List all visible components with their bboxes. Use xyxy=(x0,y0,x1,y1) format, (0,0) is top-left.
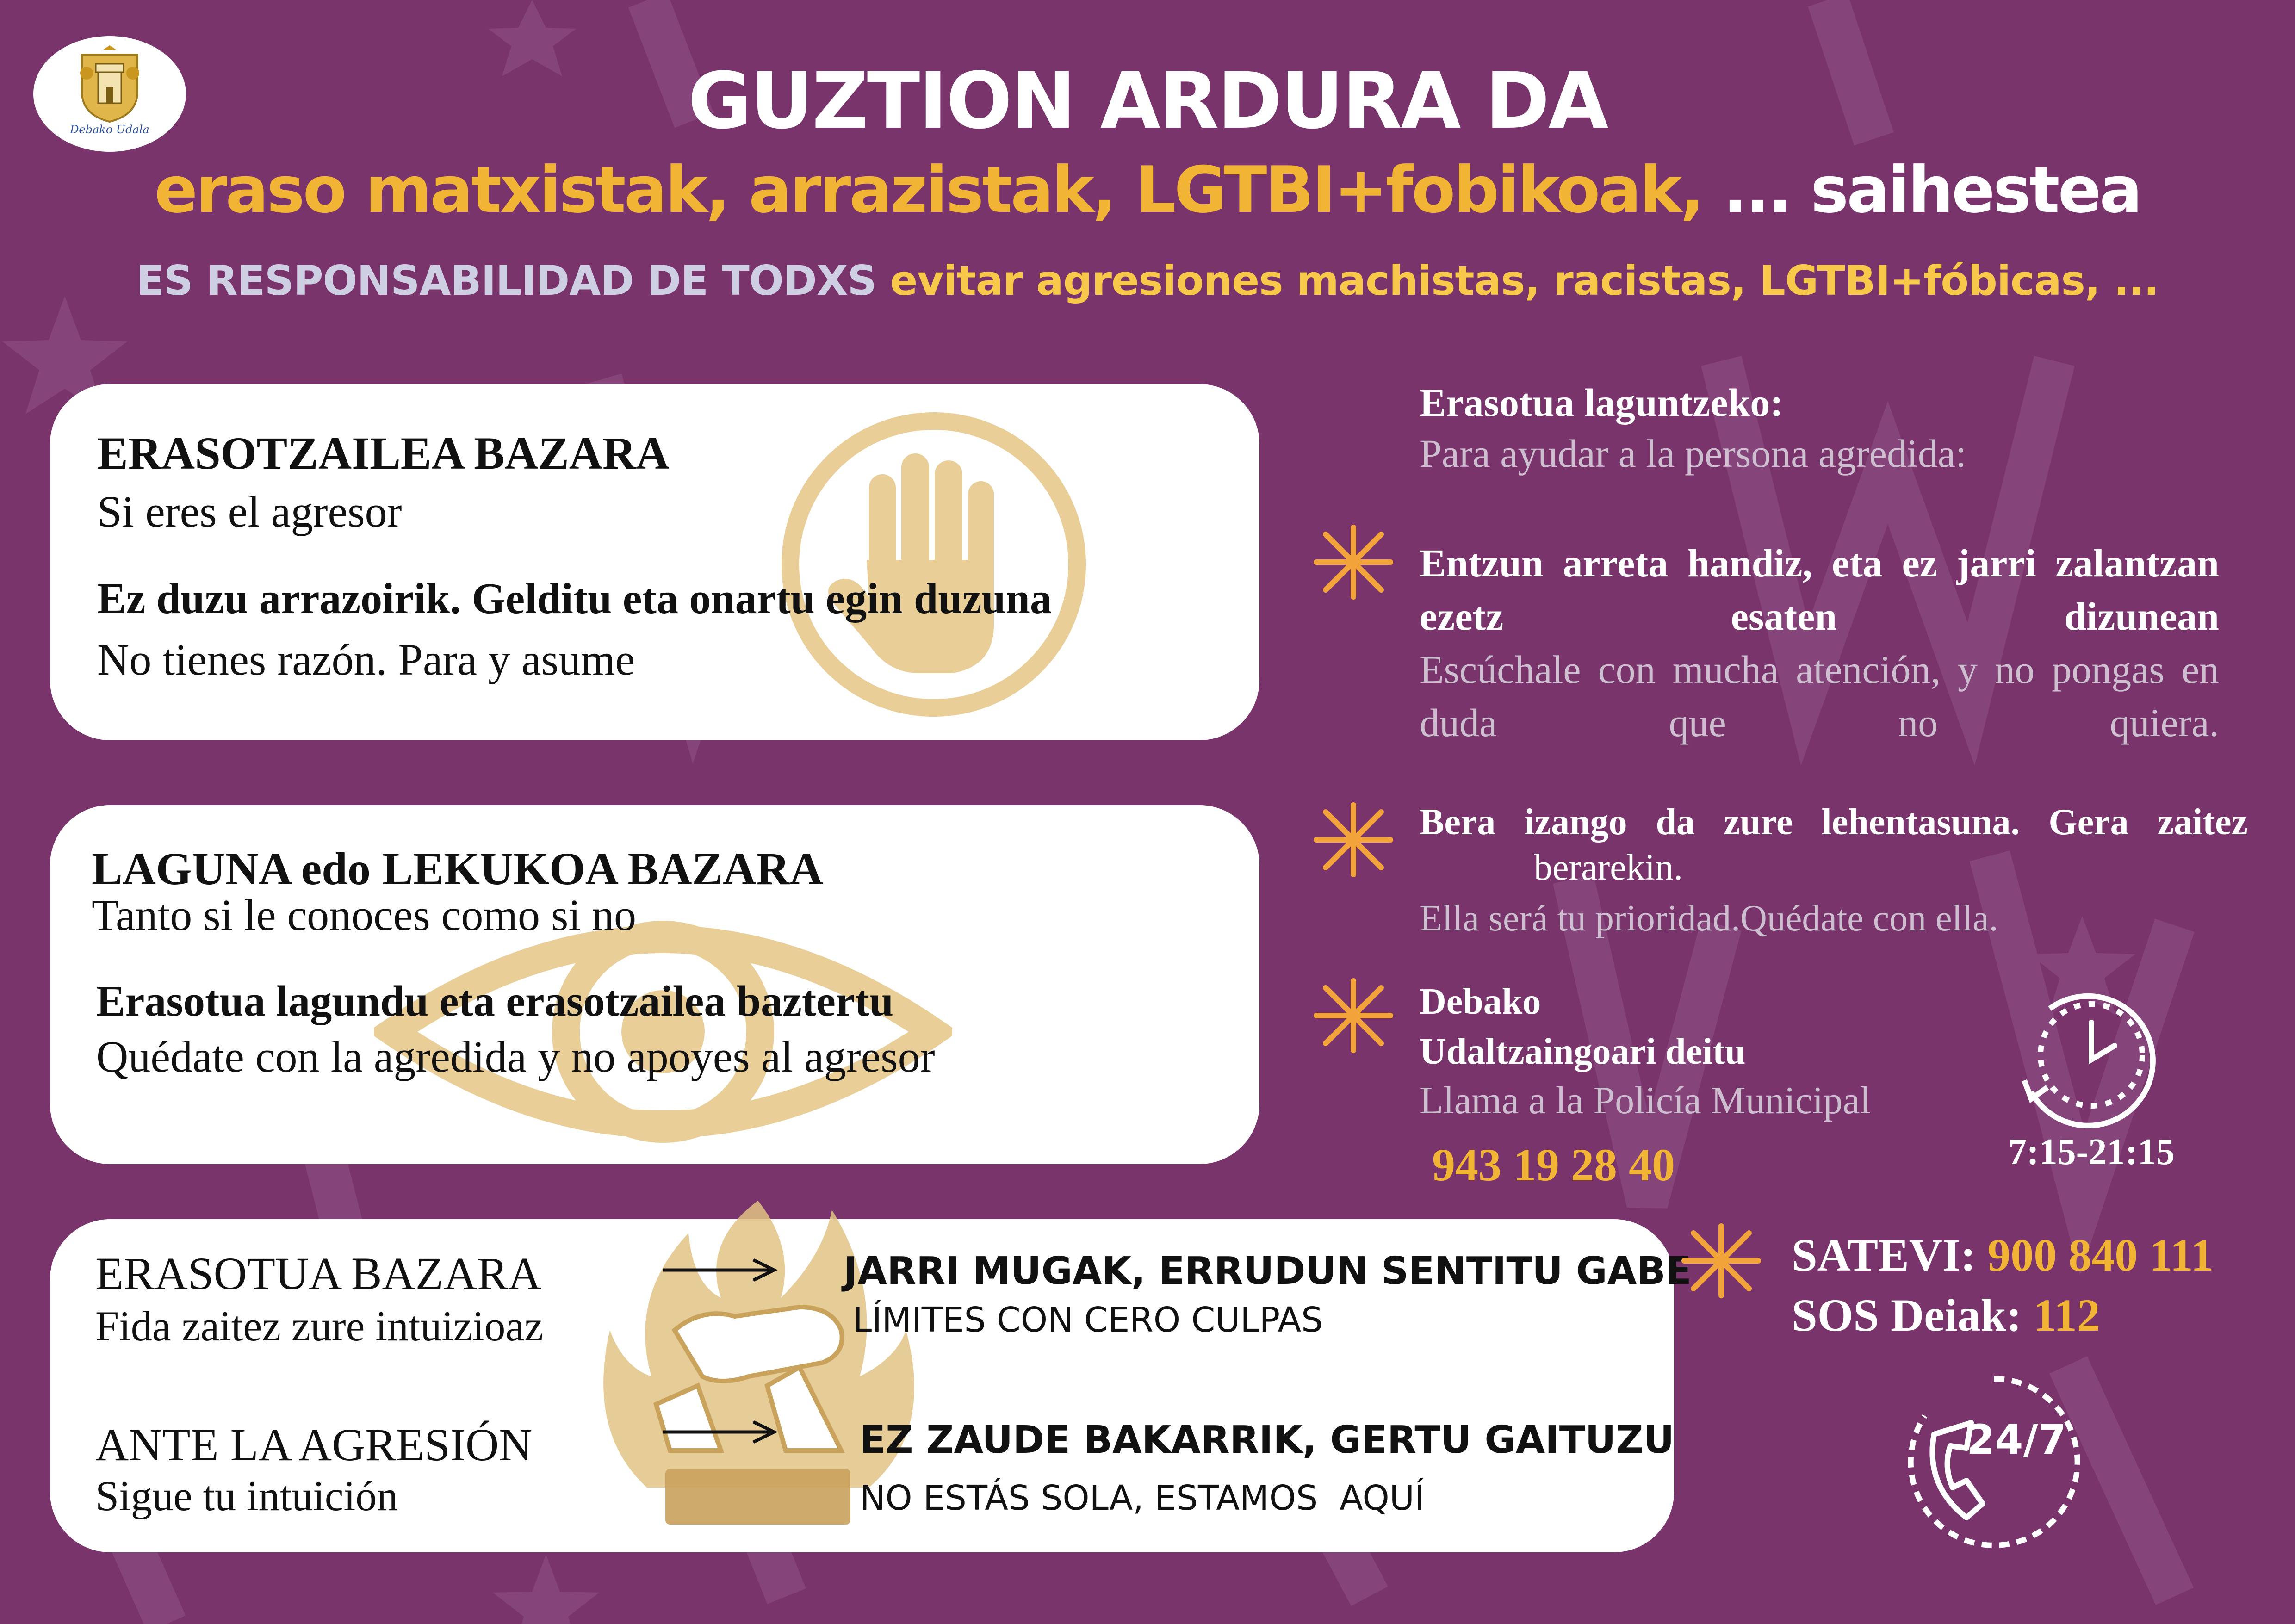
help-item-1-es: Escúchale con mucha atención, y no pongas en duda que no quiera. xyxy=(1420,647,2219,745)
aggressor-message-es: No tienes razón. Para y asume xyxy=(97,635,635,684)
page-title: GUZTION ARDURA DA xyxy=(688,56,1607,146)
help-item-3-line1: Debako xyxy=(1420,981,1541,1022)
witness-heading-es: Tanto si le conoces como si no xyxy=(92,890,637,940)
subtitle-end: ... saihestea xyxy=(1723,153,2141,227)
satevi-line xyxy=(1792,1228,2214,1282)
help-item-1: Entzun arreta handiz, eta ez jarri zalantzan ezetz esaten dizunean xyxy=(1420,541,2219,638)
sos-phone[interactable]: 112 xyxy=(2033,1289,2100,1341)
witness-heading: LAGUNA edo LEKUKOA BAZARA xyxy=(92,843,823,894)
spanish-rest: evitar agresiones machistas, racistas, LGTBI+fóbicas, ... xyxy=(890,257,2159,304)
arrow-icon xyxy=(661,1418,781,1446)
arrow-icon xyxy=(661,1256,781,1284)
schedule: 7:15-21:15 xyxy=(2008,1132,2175,1172)
asterisk-icon xyxy=(1307,800,1400,879)
victim-heading: ERASOTUA BAZARA xyxy=(95,1248,541,1299)
victim-heading2: ANTE LA AGRESIÓN xyxy=(95,1419,533,1470)
victim-msg1: JARRI MUGAK, ERRUDUN SENTITU GABE xyxy=(844,1249,1692,1293)
asterisk-icon xyxy=(1675,1221,1768,1300)
victim-msg2-es: NO ESTÁS SOLA, ESTAMOS AQUÍ xyxy=(860,1478,1425,1518)
spanish-subtitle xyxy=(0,257,2295,304)
victim-msg1-es: LÍMITES CON CERO CULPAS xyxy=(853,1300,1323,1340)
always-open: 24/7 xyxy=(1966,1416,2066,1463)
stop-hand-icon xyxy=(776,407,1091,722)
victim-msg2: EZ ZAUDE BAKARRIK, GERTU GAITUZU xyxy=(860,1418,1675,1462)
subtitle-highlight: eraso matxistak, arrazistak, LGTBI+fobikoak, xyxy=(154,153,1703,227)
help-item-2-es: Ella será tu prioridad.Quédate con ella. xyxy=(1420,898,1998,939)
clock-icon xyxy=(2003,981,2170,1129)
sos-line xyxy=(1792,1289,2100,1342)
witness-card xyxy=(50,805,1259,1164)
satevi-phone[interactable]: 900 840 111 xyxy=(1987,1229,2214,1281)
aggressor-heading-es: Si eres el agresor xyxy=(97,487,402,536)
police-phone[interactable]: 943 19 28 40 xyxy=(1432,1139,1675,1190)
page-subtitle xyxy=(19,153,2276,227)
help-title: Erasotua laguntzeko: xyxy=(1420,380,1783,425)
help-item-2: Bera izango da zure lehentasuna. Gera zaitez xyxy=(1420,802,2248,843)
victim-heading2-es: Sigue tu intuición xyxy=(95,1472,398,1519)
help-item-2b: berarekin. xyxy=(1534,847,1683,888)
asterisk-icon xyxy=(1307,523,1400,601)
sos-label: SOS Deiak: xyxy=(1792,1289,2022,1341)
aggressor-card xyxy=(50,384,1259,740)
victim-card xyxy=(50,1219,1692,1552)
witness-message-es: Quédate con la agredida y no apoyes al agresor xyxy=(96,1032,935,1081)
help-item-3-es: Llama a la Policía Municipal xyxy=(1420,1079,1871,1122)
help-title-es: Para ayudar a la persona agredida: xyxy=(1420,431,1966,476)
help-item-3-line2: Udaltzaingoari deitu xyxy=(1420,1031,1746,1072)
aggressor-message: Ez duzu arrazoirik. Gelditu eta onartu egin duzuna xyxy=(97,575,1052,623)
asterisk-icon xyxy=(1307,976,1400,1055)
aggressor-heading: ERASOTZAILEA BAZARA xyxy=(97,428,670,479)
witness-message: Erasotua lagundu eta erasotzailea baztertu xyxy=(96,977,894,1025)
logo-text: Debako Udala xyxy=(70,123,149,136)
satevi-label: SATEVI: xyxy=(1792,1229,1976,1281)
victim-heading-es: Fida zaitez zure intuizioaz xyxy=(95,1302,544,1350)
spanish-lead: ES RESPONSABILIDAD DE TODXS xyxy=(136,257,876,304)
